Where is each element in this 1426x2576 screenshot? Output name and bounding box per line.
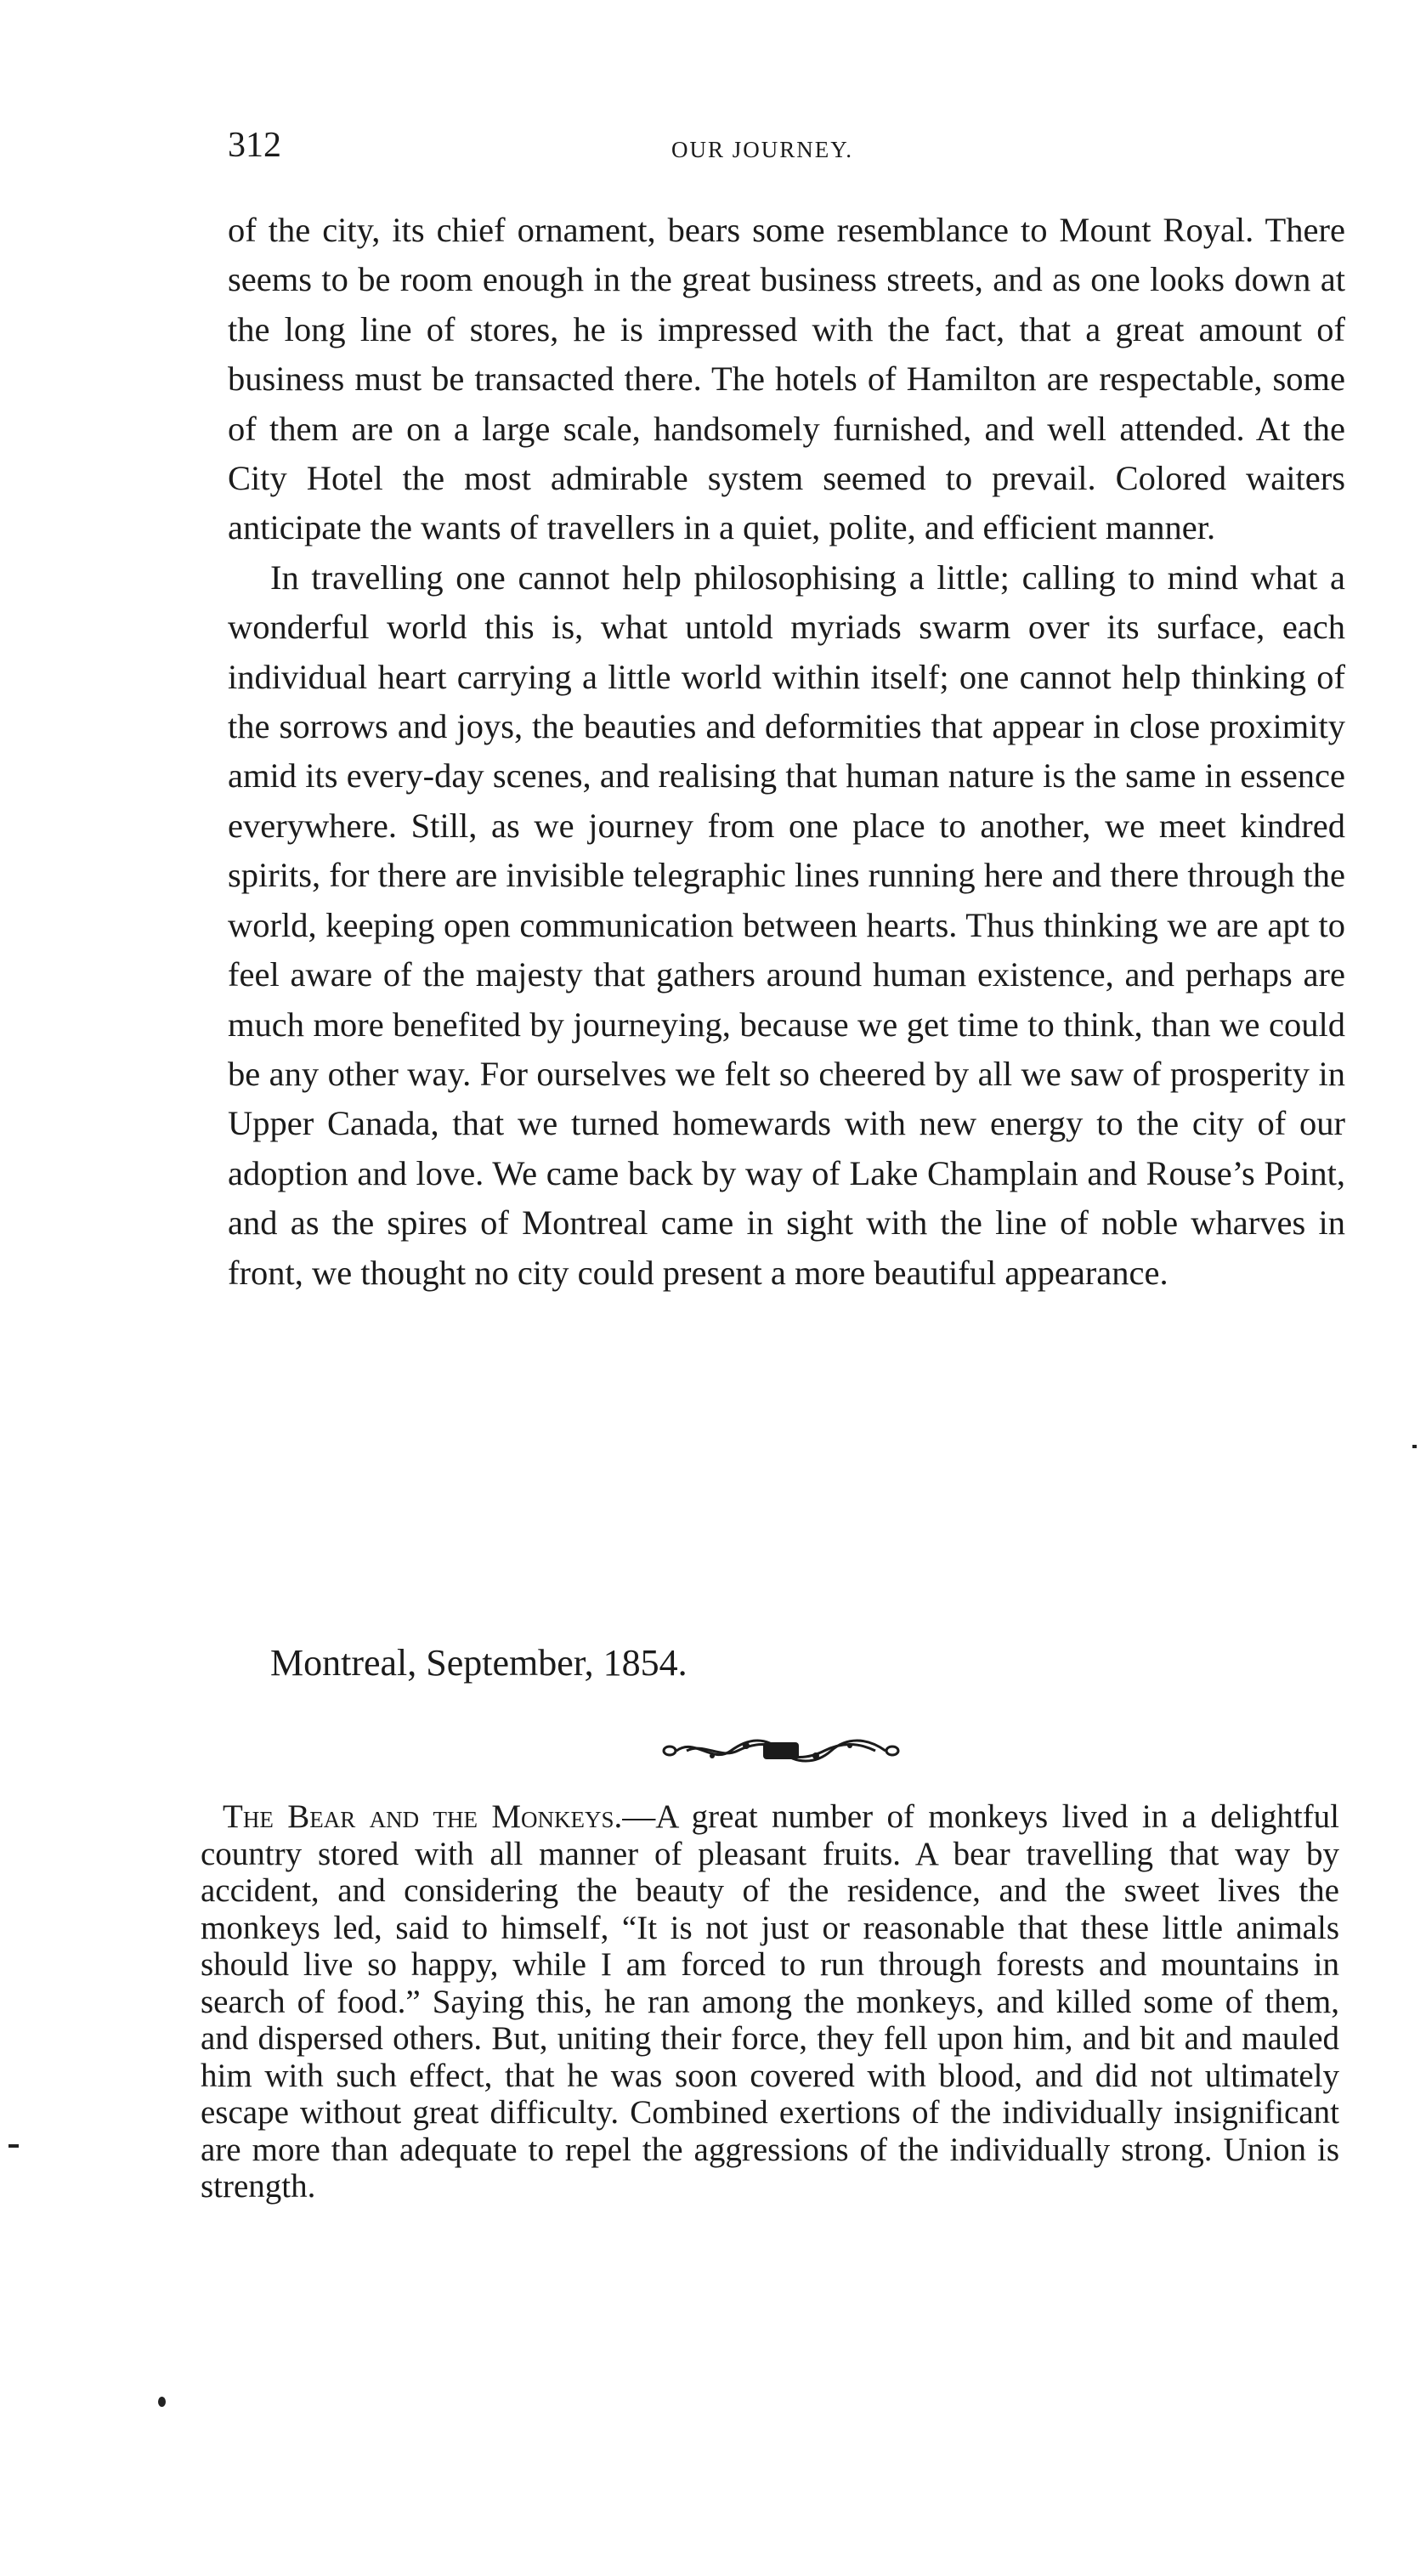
dateline: Montreal, September, 1854.	[270, 1642, 688, 1684]
main-text	[228, 206, 1345, 1298]
running-head: OUR JOURNEY.	[671, 137, 854, 162]
paragraph-2: In travelling one cannot help philosophising a little; calling to mind what a wonderful world this is, what untold myriads swarm over its surface, each individual heart carrying a little world within itself; one cannot help thinking of the sorrows and joys, the beauties and deformities that appear in close proximity amid its every-day scenes, and realising that human nature is the same in essence everywhere. Still, as we journey from one place to another, we meet kindred spirits, for there are invisible telegraphic lines running here and there through the world, keeping open communication between hearts. Thus thinking we are apt to feel aware of the majesty that gathers around human existence, and perhaps are much more benefited by journeying, because we get time to think, than we could be any other way. For ourselves we felt so cheered by all we saw of prosperity in Upper Canada, that we turned homewards with new energy to the city of our adoption and love. We came back by way of Lake Champlain and Rouse’s Point, and as the spires of Montreal came in sight with the line of noble wharves in front, we thought no city could present a more beautiful appearance.	[228, 558, 1345, 1292]
ornament-divider	[661, 1734, 901, 1768]
margin-mark-dot	[158, 2397, 166, 2407]
page-number: 312	[228, 126, 281, 165]
margin-mark-right	[1412, 1445, 1417, 1448]
paragraph-1: of the city, its chief ornament, bears some resemblance to Mount Royal. There seems to be room enough in the great business streets, and as one looks down at the long line of stores, he is impressed with the fact, that a great amount of business must be transacted there. The hotels of Hamilton are respectable, some of them are on a large scale, handsomely furnished, and well attended. At the City Hotel the most admirable system seemed to prevail. Colored waiters anticipate the wants of travellers in a quiet, polite, and efficient manner.	[228, 211, 1345, 547]
fable-section	[201, 1798, 1339, 2205]
fable-text: —A great number of monkeys lived in a delightful country stored with all manner of pleasant fruits. A bear travelling that way by accident, and considering the beauty of the residence, and the sweet lives the monkeys led, said to himself, “It is not just or reasonable that these little animals should live so happy, while I am forced to run through forests and mountains in search of food.” Saying this, he ran among the monkeys, and killed some of them, and dispersed others. But, uniting their force, they fell upon him, and bit and mauled him with such effect, that he was soon covered with blood, and did not ultimately escape without great difficulty. Combined exertions of the individually insignificant are more than adequate to repel the aggressions of the individually strong. Union is strength.	[201, 1798, 1339, 2205]
fable-paragraph	[201, 1798, 1339, 2205]
fable-title: The Bear and the Monkeys.	[223, 1798, 623, 1835]
margin-mark-dash	[8, 2144, 19, 2148]
